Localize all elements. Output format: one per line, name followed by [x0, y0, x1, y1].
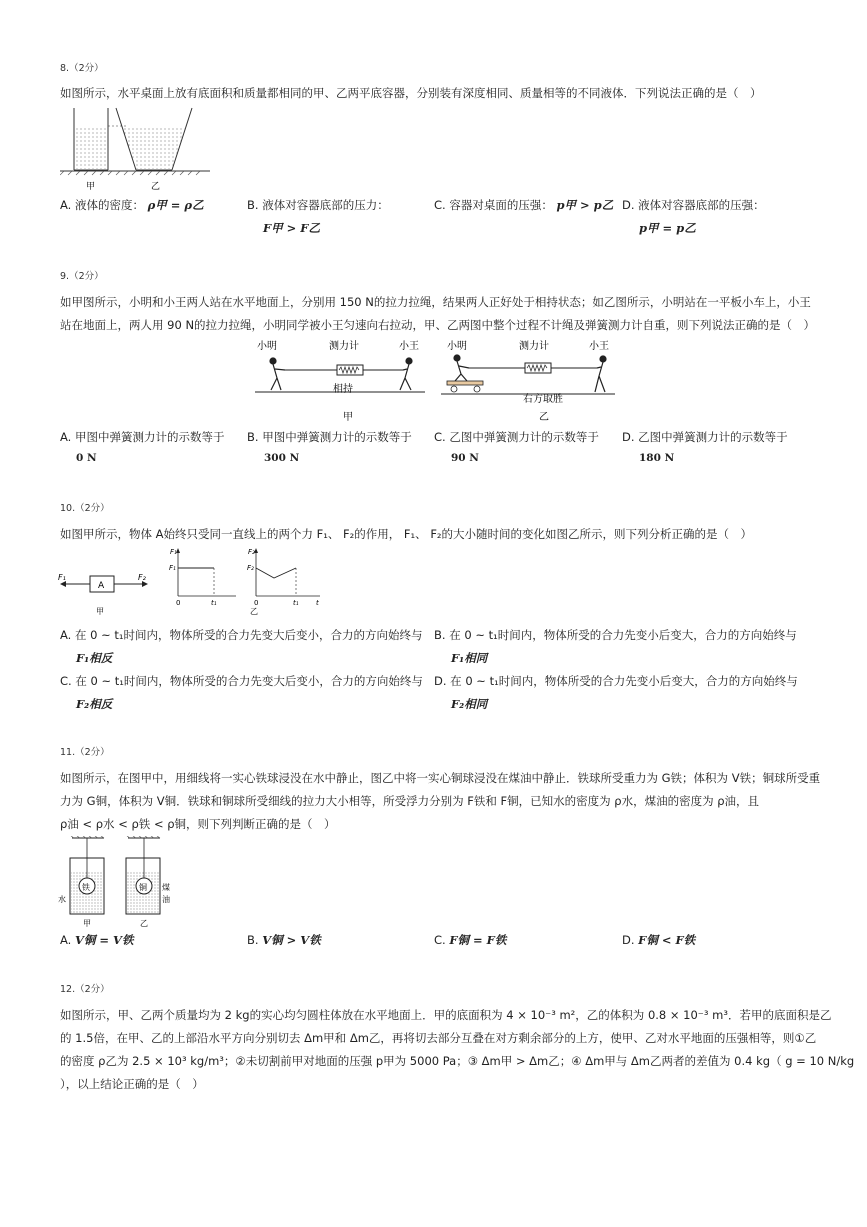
- q9b-cart-icon: [447, 381, 483, 385]
- container-yi-label: 乙: [151, 182, 161, 192]
- q9-option-a-value: 0 N: [76, 452, 97, 464]
- iron-ball-label: 铁: [82, 883, 90, 892]
- q10-caption-a: 甲: [96, 607, 104, 616]
- question-9-stem-line1: 如甲图所示，小明和小王两人站在水平地面上，分别用 150 N的拉力拉绳，结果两人正好处于相持状态；如乙图所示，小明站在一平板小车上，小王: [60, 295, 811, 309]
- question-9-number: 9.（2分）: [60, 271, 104, 282]
- q9a-xiaoming-label: 小明: [257, 341, 277, 352]
- q10-option-d-line2: F₂相同: [451, 697, 488, 711]
- q9-tug-figure: [255, 336, 620, 426]
- container-jia-label: 甲: [86, 182, 96, 192]
- q10-caption-b: 乙: [250, 607, 258, 616]
- q8-option-a-label: A. 液体的密度：: [60, 198, 144, 212]
- q11-option-c[interactable]: [434, 932, 506, 948]
- q10-force-figure: [58, 544, 328, 620]
- q8-option-b[interactable]: [247, 197, 389, 213]
- q9b-person-right-icon: [595, 356, 606, 392]
- q9-option-b[interactable]: B. 甲图中弹簧测力计的示数等于: [247, 430, 412, 444]
- q11-option-d-label: D.: [622, 933, 635, 947]
- q8-option-c[interactable]: [434, 197, 613, 213]
- q10-origin-a: 0: [176, 599, 181, 607]
- q9b-meter-label: 测力计: [519, 341, 549, 352]
- q10-origin-b: 0: [254, 599, 259, 607]
- question-8-stem: 如图所示，水平桌面上放有底面积和质量都相同的甲、乙两平底容器，分别装有深度相同、质量相等的不同液体．下列说法正确的是（ ）: [60, 86, 762, 100]
- question-12-number: 12.（2分）: [60, 984, 110, 995]
- q9-option-a[interactable]: A. 甲图中弹簧测力计的示数等于: [60, 430, 225, 444]
- question-12-line3: 的密度 ρ乙为 2.5 × 10³ kg/m³；②未切割前甲对地面的压强 p甲为 5000 Pa；③ Δm甲 > Δm乙；④ Δm甲与 Δm乙两者的差值为 0.4 kg（ g = 10 N/kg: [60, 1054, 855, 1068]
- container-yi: [116, 108, 192, 170]
- q9b-state-label: 右方取胜: [523, 394, 563, 405]
- q8-option-a-math: ρ甲 = ρ乙: [147, 198, 204, 212]
- q10-t-b: t: [316, 599, 319, 607]
- q11-caption-b: 乙: [140, 919, 148, 928]
- q11-option-a-math: V铜 = V铁: [74, 933, 134, 947]
- q10-option-b[interactable]: B. 在 0 ~ t₁时间内，物体所受的合力先变小后变大，合力的方向始终与: [434, 628, 797, 642]
- q9a-state-label: 相持: [333, 384, 353, 395]
- svg-text:F₁: F₁: [170, 548, 177, 556]
- q11-option-b-label: B.: [247, 933, 259, 947]
- q10-option-c[interactable]: C. 在 0 ~ t₁时间内，物体所受的合力先变大后变小，合力的方向始终与: [60, 674, 423, 688]
- q11-option-c-label: C.: [434, 933, 446, 947]
- q10-f2-label: F₂: [138, 573, 146, 582]
- q11-option-d[interactable]: [622, 932, 695, 948]
- q10-t1-a: t₁: [211, 599, 217, 607]
- q9-option-d-value: 180 N: [639, 452, 675, 464]
- q10-box-label: A: [98, 581, 105, 591]
- q11-option-b-math: V铜 > V铁: [262, 933, 321, 947]
- q11-immersion-figure: [58, 836, 188, 928]
- q10-t1-b: t₁: [293, 599, 299, 607]
- q10-option-a[interactable]: A. 在 0 ~ t₁时间内，物体所受的合力先变大后变小，合力的方向始终与: [60, 628, 423, 642]
- q10-option-a-line2: F₁相反: [76, 651, 113, 665]
- q11-option-b[interactable]: [247, 932, 321, 948]
- q10-option-c-line2: F₂相反: [76, 697, 113, 711]
- container-jia: [74, 108, 108, 170]
- svg-text:F₁: F₁: [169, 564, 176, 572]
- q9b-xiaowang-label: 小王: [589, 341, 609, 352]
- question-11-stem-line1: 如图所示，在图甲中，用细线将一实心铁球浸没在水中静止，图乙中将一实心铜球浸没在煤油中静止．铁球所受重力为 G铁；体积为 V铁；铜球所受重: [60, 771, 821, 785]
- q11-option-a[interactable]: [60, 932, 133, 948]
- question-11-number: 11.（2分）: [60, 747, 110, 758]
- q8-option-b-math: F甲 > F乙: [263, 221, 320, 235]
- q11-option-d-math: F铜 < F铁: [638, 933, 696, 947]
- q9b-person-left-icon: [454, 355, 469, 381]
- q9a-xiaowang-label: 小王: [399, 341, 419, 352]
- q10-option-d[interactable]: D. 在 0 ~ t₁时间内，物体所受的合力先变小后变大，合力的方向始终与: [434, 674, 798, 688]
- q9a-meter-label: 测力计: [329, 341, 359, 352]
- q9-option-b-value: 300 N: [264, 452, 300, 464]
- q11-option-a-label: A.: [60, 933, 72, 947]
- q8-option-b-label: B. 液体对容器底部的压力：: [247, 198, 389, 212]
- q9b-xiaoming-label: 小明: [447, 341, 467, 352]
- copper-ball-label: 铜: [139, 883, 147, 892]
- q8-option-c-label: C. 容器对桌面的压强：: [434, 198, 553, 212]
- kerosene-label-1: 煤: [162, 883, 170, 892]
- q8-containers-figure: [60, 104, 210, 194]
- q10-f1-label: F₁: [58, 573, 66, 582]
- question-12-line1: 如图所示，甲、乙两个质量均为 2 kg的实心均匀圆柱体放在水平地面上．甲的底面积为 4 × 10⁻³ m²，乙的体积为 0.8 × 10⁻³ m³．若甲的底面积是乙: [60, 1008, 832, 1022]
- question-11-stem-line2: 力为 G铜，体积为 V铜．铁球和铜球所受细线的拉力大小相等，所受浮力分别为 F铁和 F铜，已知水的密度为 ρ水，煤油的密度为 ρ油，且: [60, 794, 760, 808]
- q9-option-d[interactable]: D. 乙图中弹簧测力计的示数等于: [622, 430, 788, 444]
- q11-option-c-math: F铜 = F铁: [449, 933, 507, 947]
- q11-caption-a: 甲: [83, 919, 91, 928]
- q8-option-d-label: D. 液体对容器底部的压强：: [622, 198, 765, 212]
- q8-option-d[interactable]: [622, 197, 765, 213]
- svg-text:F₂: F₂: [247, 564, 254, 572]
- q8-option-c-math: p甲 > p乙: [556, 198, 614, 212]
- question-12-line4: ），以上结论正确的是（ ）: [60, 1077, 204, 1091]
- q8-option-d-math: p甲 = p乙: [639, 221, 696, 235]
- q9a-person-right-icon: [400, 358, 412, 390]
- question-9-stem-line2: 站在地面上，两人用 90 N的拉力拉绳，小明同学被小王匀速向右拉动，甲、乙两图中整个过程不计绳及弹簧测力计自重，则下列说法正确的是（ ）: [60, 318, 816, 332]
- question-11-stem-line3: ρ油 < ρ水 < ρ铁 < ρ铜，则下列判断正确的是（ ）: [60, 817, 336, 831]
- kerosene-label-2: 油: [162, 895, 170, 904]
- q9a-caption: 甲: [343, 412, 353, 423]
- q10-option-b-line2: F₁相同: [451, 651, 488, 665]
- q9-option-c[interactable]: C. 乙图中弹簧测力计的示数等于: [434, 430, 599, 444]
- q9a-person-left-icon: [270, 358, 285, 390]
- question-8-number: 8.（2分）: [60, 63, 104, 74]
- svg-text:F₂: F₂: [248, 548, 255, 556]
- question-10-stem: 如图甲所示，物体 A始终只受同一直线上的两个力 F₁、 F₂的作用， F₁、 F₂的大小随时间的变化如图乙所示，则下列分析正确的是（ ）: [60, 527, 753, 541]
- water-label: 水: [58, 895, 66, 904]
- question-12-line2: 的 1.5倍，在甲、乙的上部沿水平方向分别切去 Δm甲和 Δm乙，再将切去部分互叠在对方剩余部分的上方，使甲、乙对水平地面的压强相等，则①乙: [60, 1031, 817, 1045]
- q9b-caption: 乙: [539, 412, 549, 423]
- q8-option-a[interactable]: [60, 197, 204, 213]
- q9-option-c-value: 90 N: [451, 452, 479, 464]
- question-10-number: 10.（2分）: [60, 503, 110, 514]
